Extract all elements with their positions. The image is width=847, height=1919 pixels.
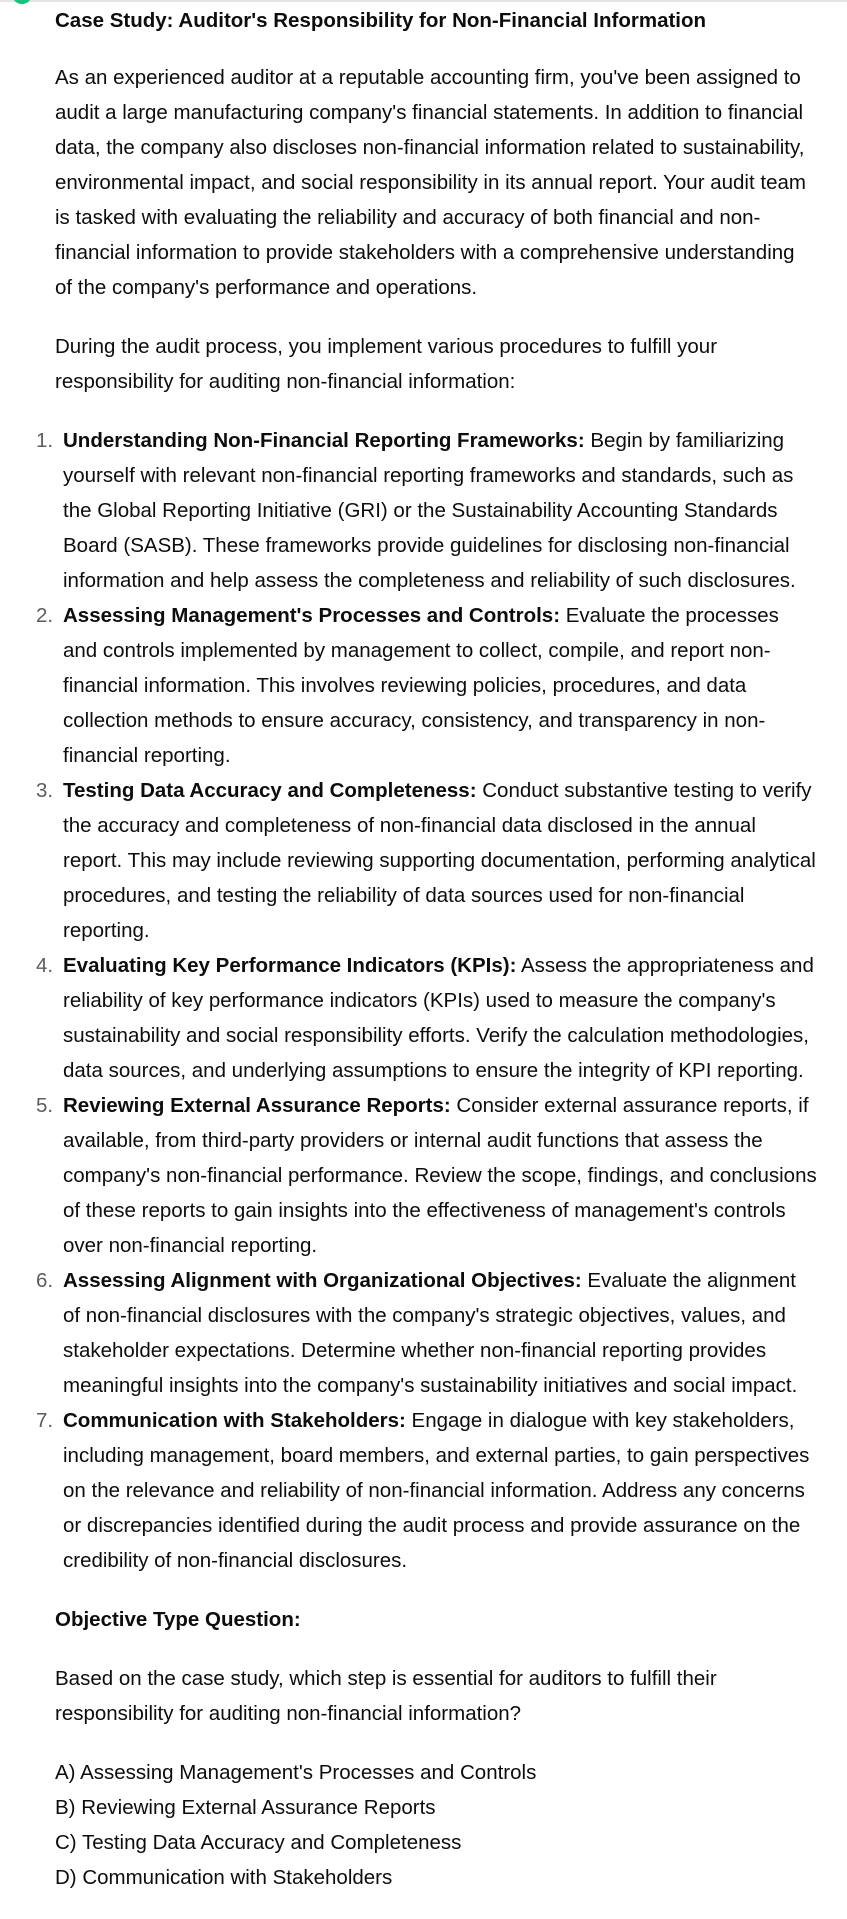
list-number: 3. — [36, 779, 54, 802]
step-heading: Understanding Non-Financial Reporting Frameworks: — [63, 429, 585, 452]
list-item — [36, 1088, 817, 1263]
list-number: 5. — [36, 1094, 54, 1117]
question-text: Based on the case study, which step is essential for auditors to fulfill their responsibility for auditing non-financial information? — [55, 1667, 717, 1725]
top-divider — [0, 0, 847, 2]
procedure-list — [36, 423, 817, 1578]
list-number: 7. — [36, 1409, 54, 1432]
step-text: Evaluate the processes and controls implemented by management to collect, compile, and report non-financial information. This involves reviewing policies, procedures, and data collection methods to ensure accuracy, consistency, and transparency in non-financial reporting. — [63, 604, 779, 767]
option-d: D) Communication with Stakeholders — [55, 1866, 393, 1889]
step-heading: Assessing Management's Processes and Controls: — [63, 604, 561, 627]
question-heading: Objective Type Question: — [55, 1608, 301, 1631]
step-heading: Evaluating Key Performance Indicators (KPIs): — [63, 954, 517, 977]
list-item — [36, 598, 817, 773]
option-c: C) Testing Data Accuracy and Completeness — [55, 1831, 462, 1854]
message-content — [36, 6, 817, 1895]
step-heading: Assessing Alignment with Organizational Objectives: — [63, 1269, 582, 1292]
list-number: 4. — [36, 954, 54, 977]
list-number: 2. — [36, 604, 54, 627]
step-heading: Testing Data Accuracy and Completeness: — [63, 779, 477, 802]
list-item — [36, 948, 817, 1088]
step-text: Evaluate the alignment of non-financial disclosures with the company's strategic objectives, values, and stakeholder expectations. Determine whether non-financial reporting provides meaningful insights into the company's sustainability initiatives and social impact. — [63, 1269, 798, 1397]
option-a: A) Assessing Management's Processes and Controls — [55, 1761, 537, 1784]
case-study-title: Case Study: Auditor's Responsibility for Non-Financial Information — [55, 9, 707, 32]
step-text: Engage in dialogue with key stakeholders, including management, board members, and external parties, to gain perspectives on the relevance and reliability of non-financial information. Address any concerns or discrepancies identified during the audit process and provide assurance on the credibility of non-financial disclosures. — [63, 1409, 810, 1572]
step-text: Conduct substantive testing to verify the accuracy and completeness of non-financial data disclosed in the annual report. This may include reviewing supporting documentation, performing analytical procedures, and testing the reliability of data sources used for non-financial reporting. — [63, 779, 816, 942]
list-number: 1. — [36, 429, 54, 452]
answer-options — [55, 1755, 817, 1895]
list-item — [36, 773, 817, 948]
option-b: B) Reviewing External Assurance Reports — [55, 1796, 436, 1819]
intro-paragraph: As an experienced auditor at a reputable accounting firm, you've been assigned to audit a large manufacturing company's financial statements. In addition to financial data, the company also discloses non-financial information related to sustainability, environmental impact, and social responsibility in its annual report. Your audit team is tasked with evaluating the reliability and accuracy of both financial and non-financial information to provide stakeholders with a comprehensive understanding of the company's performance and operations. — [55, 66, 806, 299]
step-heading: Reviewing External Assurance Reports: — [63, 1094, 451, 1117]
list-number: 6. — [36, 1269, 54, 1292]
assistant-avatar-icon — [12, 0, 32, 4]
step-text: Assess the appropriateness and reliability of key performance indicators (KPIs) used to measure the company's sustainability and social responsibility efforts. Verify the calculation methodologies, data sources, and underlying assumptions to ensure the integrity of KPI reporting. — [63, 954, 814, 1082]
step-text: Begin by familiarizing yourself with relevant non-financial reporting frameworks and standards, such as the Global Reporting Initiative (GRI) or the Sustainability Accounting Standards Board (SASB). These frameworks provide guidelines for disclosing non-financial information and help assess the completeness and reliability of such disclosures. — [63, 429, 796, 592]
step-text: Consider external assurance reports, if available, from third-party providers or internal audit functions that assess the company's non-financial performance. Review the scope, findings, and conclusions of these reports to gain insights into the effectiveness of management's controls over non-financial reporting. — [63, 1094, 817, 1257]
lead-paragraph: During the audit process, you implement various procedures to fulfill your responsibility for auditing non-financial information: — [55, 335, 718, 393]
step-heading: Communication with Stakeholders: — [63, 1409, 406, 1432]
list-item — [36, 1403, 817, 1578]
list-item — [36, 423, 817, 598]
list-item — [36, 1263, 817, 1403]
